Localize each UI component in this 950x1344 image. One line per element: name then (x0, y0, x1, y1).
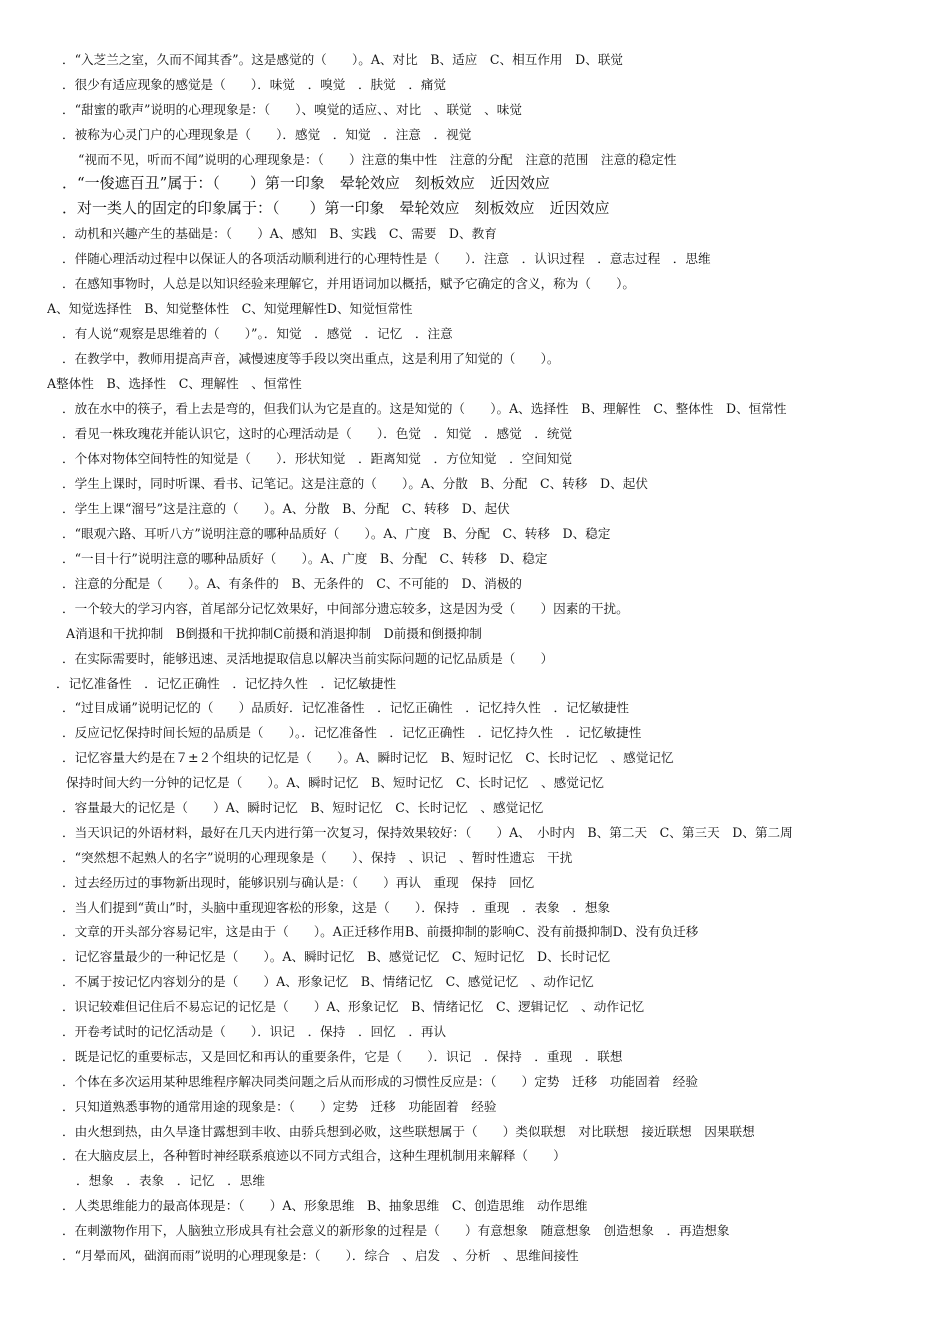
text-line-11: A、知觉选择性 B、知觉整体性 C、知觉理解性D、知觉恒常性 (47, 301, 413, 316)
text-line-45: ．在大脑皮层上，各种暂时神经联系痕迹以不同方式组合，这种生理机制用来解释（ ） (62, 1148, 566, 1163)
text-line-25: ．在实际需要时，能够迅速、灵活地提取信息以解决当前实际问题的记忆品质是（ ） (62, 651, 554, 666)
text-line-44: ．由火想到热，由久旱逢甘露想到丰收、由骄兵想到必败，这些联想属于（ ）类似联想 对比联想 接近联想 因果联想 (62, 1124, 755, 1139)
text-line-38: ．不属于按记忆内容划分的是（ ）A、形象记忆 B、情绪记忆 C、感觉记忆 、动作记忆 (62, 974, 594, 989)
text-line-16: ．看见一株玫瑰花并能认识它，这时的心理活动是（ ）．色觉 ．知觉 ．感觉 ．统觉 (62, 426, 573, 441)
text-line-37: ．记忆容量最少的一种记忆是（ ）。A、瞬时记忆 B、感觉记忆 C、短时记忆 D、长时记忆 (62, 949, 611, 964)
text-line-12: ．有人说“观察是思维着的（ ）”。．知觉 ．感觉 ．记忆 ．注意 (62, 326, 453, 341)
text-line-2: ．很少有适应现象的感觉是（ ）．味觉 ．嗅觉 ．肤觉 ．痛觉 (62, 77, 447, 92)
text-line-46: ．想象 ．表象 ．记忆 ．思维 (76, 1173, 265, 1188)
text-line-7: ．对一类人的固定的印象属于：（ ）第一印象 晕轮效应 刻板效应 近因效应 (62, 199, 610, 217)
text-line-47: ．人类思维能力的最高体现是：（ ）A、形象思维 B、抽象思维 C、创造思维 动作思维 (62, 1198, 588, 1213)
text-line-20: ．“眼观六路、耳听八方”说明注意的哪种品质好（ ）。A、广度 B、分配 C、转移 D、稳定 (62, 526, 611, 541)
text-line-1: ．“入芝兰之室，久而不闻其香”。这是感觉的（ ）。A、对比 B、适应 C、相互作用 D、联觉 (62, 52, 624, 67)
text-line-18: ．学生上课时，同时听课、看书、记笔记。这是注意的（ ）。A、分散 B、分配 C、转移 D、起伏 (62, 476, 648, 491)
text-line-10: ．在感知事物时，人总是以知识经验来理解它，并用语词加以概括，赋予它确定的含义，称为（ ）。 (62, 276, 636, 291)
text-line-49: ．“月晕而风，础润而雨”说明的心理现象是：（ ）．综合 、启发 、分析 、思维间接性 (62, 1248, 579, 1263)
text-line-28: ．反应记忆保持时间长短的品质是（ ）。．记忆准备性 ．记忆正确性 ．记忆持久性 ．记忆敏捷性 (62, 725, 642, 740)
text-line-5: “视而不见，听而不闻”说明的心理现象是：（ ）注意的集中性 注意的分配 注意的范围 注意的稳定性 (78, 152, 677, 167)
text-line-13: ．在教学中，教师用提高声音，减慢速度等手段以突出重点，这是利用了知觉的（ ）。 (62, 351, 560, 366)
text-line-4: ．被称为心灵门户的心理现象是（ ）．感觉 ．知觉 ．注意 ．视觉 (62, 127, 472, 142)
text-line-35: ．当人们提到“黄山”时，头脑中重现迎客松的形象，这是（ ）．保持 ．重现 ．表象 ．想象 (62, 900, 611, 915)
text-line-36: ．文章的开头部分容易记牢，这是由于（ ）。A正迁移作用B、前摄抑制的影响C、没有前摄抑制D、没有负迁移 (62, 924, 699, 939)
text-line-6: ．“一俊遮百丑”属于：（ ）第一印象 晕轮效应 刻板效应 近因效应 (62, 174, 550, 192)
text-line-48: ．在刺激物作用下，人脑独立形成具有社会意义的新形象的过程是（ ）有意想象 随意想象 创造想象 ．再造想象 (62, 1223, 730, 1238)
text-line-23: ．一个较大的学习内容，首尾部分记忆效果好，中间部分遗忘较多，这是因为受（ ）因素的干扰。 (62, 601, 629, 616)
text-line-31: ．容量最大的记忆是（ ）A、瞬时记忆 B、短时记忆 C、长时记忆 、感觉记忆 (62, 800, 544, 815)
text-line-42: ．个体在多次运用某种思维程序解决同类问题之后从而形成的习惯性反应是：（ ）定势 迁移 功能固着 经验 (62, 1074, 698, 1089)
text-line-27: ．“过目成诵”说明记忆的（ ）品质好．记忆准备性 ．记忆正确性 ．记忆持久性 ．记忆敏捷性 (62, 700, 630, 715)
text-line-39: ．识记较难但记住后不易忘记的记忆是（ ）A、形象记忆 B、情绪记忆 C、逻辑记忆 、动作记忆 (62, 999, 645, 1014)
text-line-26: ．记忆准备性 ．记忆正确性 ．记忆持久性 ．记忆敏捷性 (56, 676, 397, 691)
text-line-14: A整体性 B、选择性 C、理解性 、恒常性 (47, 376, 302, 391)
text-line-24: A消退和干扰抑制 B倒摄和干扰抑制C前摄和消退抑制 D前摄和倒摄抑制 (66, 626, 482, 641)
text-line-15: ．放在水中的筷子，看上去是弯的，但我们认为它是直的。这是知觉的（ ）。A、选择性 B、理解性 C、整体性 D、恒常性 (62, 401, 787, 416)
text-line-21: ．“一目十行”说明注意的哪种品质好（ ）。A、广度 B、分配 C、转移 D、稳定 (62, 551, 548, 566)
text-line-41: ．既是记忆的重要标志，又是回忆和再认的重要条件，它是（ ）．识记 ．保持 ．重现 ．联想 (62, 1049, 623, 1064)
text-line-17: ．个体对物体空间特性的知觉是（ ）．形状知觉 ．距离知觉 ．方位知觉 ．空间知觉 (62, 451, 573, 466)
text-line-33: ．“突然想不起熟人的名字”说明的心理现象是（ ）、保持 、识记 、暂时性遗忘 干扰 (62, 850, 573, 865)
text-line-43: ．只知道熟悉事物的通常用途的现象是：（ ）定势 迁移 功能固着 经验 (62, 1099, 497, 1114)
text-line-8: ．动机和兴趣产生的基础是：（ ）A、感知 B、实践 C、需要 D、教育 (62, 226, 497, 241)
text-line-30: 保持时间大约一分钟的记忆是（ ）。A、瞬时记忆 B、短时记忆 C、长时记忆 、感觉记忆 (66, 775, 605, 790)
text-line-34: ．过去经历过的事物新出现时，能够识别与确认是：（ ）再认 重现 保持 回忆 (62, 875, 535, 890)
text-line-32: ．当天识记的外语材料，最好在几天内进行第一次复习，保持效果较好：（ ）A、 小时内 B、第二天 C、第三天 D、第二周 (62, 825, 793, 840)
text-line-3: ．“甜蜜的歌声”说明的心理现象是：（ ）、嗅觉的适应、、对比 、联觉 、味觉 (62, 102, 522, 117)
text-line-19: ．学生上课“溜号”这是注意的（ ）。A、分散 B、分配 C、转移 D、起伏 (62, 501, 510, 516)
text-line-29: ．记忆容量大约是在７±２个组块的记忆是（ ）。A、瞬时记忆 B、短时记忆 C、长时记忆 、感觉记忆 (62, 750, 674, 765)
text-line-9: ．伴随心理活动过程中以保证人的各项活动顺利进行的心理特性是（ ）．注意 ．认识过程 ．意志过程 ．思维 (62, 251, 711, 266)
text-line-40: ．开卷考试时的记忆活动是（ ）．识记 ．保持 ．回忆 ．再认 (62, 1024, 447, 1039)
text-line-22: ．注意的分配是（ ）。A、有条件的 B、无条件的 C、不可能的 D、消极的 (62, 576, 522, 591)
